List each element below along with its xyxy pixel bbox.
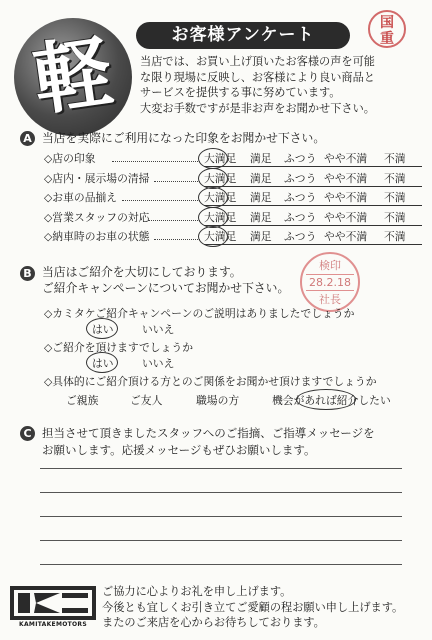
rating-row — [44, 210, 424, 228]
rating-row-label: ◇店内・展示場の清掃 — [44, 171, 150, 185]
rating-row — [44, 171, 424, 189]
footer-message — [102, 584, 422, 631]
leader-dots — [112, 161, 200, 162]
rating-option[interactable]: ふつう — [284, 171, 317, 185]
leader-dots — [154, 239, 200, 240]
selection-circle — [86, 318, 118, 339]
rating-option[interactable]: 満足 — [250, 171, 272, 185]
rating-row — [44, 151, 424, 169]
intro-line: 当店では、お買い上げ頂いたお客様の声を可能 — [140, 55, 375, 68]
rating-option[interactable]: 満足 — [250, 230, 272, 243]
section-b-heading-1: 当店はご紹介を大切にしております。 — [42, 265, 242, 279]
section-b-heading-2: ご紹介キャンペーンについてお聞かせ下さい。 — [42, 281, 290, 295]
survey-title: お客様アンケート — [136, 22, 350, 49]
selection-circle — [86, 352, 118, 373]
referral-question-2: ◇ご紹介を頂けますでしょうか — [44, 341, 193, 354]
rating-option[interactable]: 大満足 — [204, 191, 237, 204]
rating-option[interactable]: 満足 — [250, 152, 272, 165]
relation-option-friend[interactable]: ご友人 — [130, 394, 163, 407]
rating-option[interactable]: 満足 — [250, 191, 272, 204]
row-underline — [204, 205, 422, 206]
selection-circle — [198, 207, 228, 228]
company-logo — [10, 586, 96, 632]
section-a-heading: 当店を実際にご利用になった印象をお聞かせ下さい。 — [42, 131, 326, 145]
comment-line[interactable] — [40, 540, 402, 541]
intro-line: 大変お手数ですが是非お声をお聞かせ下さい。 — [140, 101, 375, 115]
comment-line[interactable] — [40, 468, 402, 469]
footer-line: 今後とも宜しくお引き立てご愛顧の程お願い申し上げます。 — [102, 600, 404, 614]
rating-option[interactable]: やや不満 — [324, 171, 368, 185]
rating-row-label: ◇納車時のお車の状態 — [44, 230, 150, 243]
selection-circle — [198, 148, 228, 169]
selection-circle — [198, 187, 228, 208]
rating-option[interactable]: ふつう — [284, 191, 317, 204]
rating-option[interactable]: 大満足 — [204, 152, 237, 165]
rating-option[interactable]: ふつう — [284, 152, 317, 165]
rating-option[interactable]: 不満 — [384, 152, 406, 165]
referral-question-1: ◇カミタケご紹介キャンペーンのご説明はありましたでしょうか — [44, 307, 355, 320]
rating-option[interactable]: 不満 — [384, 230, 406, 243]
relation-option-maybe-later[interactable]: 機会があれば紹介したい — [272, 394, 391, 407]
comment-line[interactable] — [40, 564, 402, 565]
section-c-heading-1: 担当させて頂きましたスタッフへのご指摘、ご指導メッセージを — [42, 426, 375, 440]
rating-option[interactable]: やや不満 — [324, 210, 368, 224]
approval-stamp-date: 28.2.18 — [306, 274, 354, 291]
company-logo-caption: KAMITAKEMOTORS — [19, 621, 87, 628]
rating-option[interactable]: やや不満 — [324, 152, 368, 165]
rating-option[interactable]: 不満 — [384, 210, 406, 224]
approval-stamp-bottom: 社長 — [319, 293, 341, 306]
row-underline — [204, 186, 422, 187]
rating-option[interactable]: ふつう — [284, 230, 317, 243]
section-b-marker: B — [20, 266, 35, 281]
comment-line[interactable] — [40, 492, 402, 493]
seal-stamp-top-text: 国 重 — [380, 15, 394, 47]
footer-line: またのご来店を心からお待ちしております。 — [102, 616, 325, 629]
rating-row-label: ◇店の印象 — [44, 152, 96, 165]
relation-option-coworker[interactable]: 職場の方 — [196, 394, 240, 407]
intro-text — [140, 54, 420, 116]
selection-circle — [198, 226, 228, 247]
rating-option[interactable]: 大満足 — [204, 210, 237, 224]
leader-dots — [154, 181, 200, 182]
section-c-marker: C — [20, 426, 35, 441]
section-a-marker: A — [20, 131, 35, 146]
rating-row-label: ◇営業スタッフの対応 — [44, 210, 150, 224]
referral-q1-yes[interactable]: はい — [92, 323, 114, 336]
rating-row-label: ◇お車の品揃え — [44, 191, 118, 204]
rating-option[interactable]: 不満 — [384, 171, 406, 185]
seal-stamp-top — [368, 10, 406, 48]
rating-option[interactable]: やや不満 — [324, 191, 368, 204]
row-underline — [204, 244, 422, 245]
intro-line: な限り現場に反映し、お客様により良い商品と — [140, 70, 375, 84]
selection-circle — [296, 389, 356, 410]
referral-q2-yes[interactable]: はい — [92, 357, 114, 370]
logo-character: 軽 — [28, 27, 118, 127]
rating-option[interactable]: 満足 — [250, 210, 272, 224]
approval-stamp-top: 検印 — [319, 259, 341, 272]
footer-line: ご協力に心よりお礼を申し上げます。 — [102, 585, 292, 598]
row-underline — [204, 225, 422, 226]
rating-option[interactable]: 不満 — [384, 191, 406, 204]
referral-q2-no[interactable]: いいえ — [142, 357, 175, 370]
row-underline — [204, 166, 422, 167]
intro-line: サービスを提供する事に努めています。 — [140, 86, 341, 99]
approval-stamp — [300, 252, 360, 312]
rating-row — [44, 190, 424, 208]
referral-q1-no[interactable]: いいえ — [142, 323, 175, 336]
leader-dots — [122, 200, 200, 201]
section-c-heading-2: お願いします。応援メッセージもぜひお願いします。 — [42, 443, 316, 457]
rating-option[interactable]: やや不満 — [324, 230, 368, 243]
comment-line[interactable] — [40, 516, 402, 517]
leader-dots — [148, 220, 200, 221]
relation-option-family[interactable]: ご親族 — [66, 394, 99, 407]
rating-option[interactable]: ふつう — [284, 210, 317, 224]
rating-option[interactable]: 大満足 — [204, 230, 237, 243]
rating-row — [44, 229, 424, 247]
referral-question-3: ◇具体的にご紹介頂ける方とのご関係をお聞かせ頂けますでしょうか — [44, 375, 377, 388]
selection-circle — [198, 168, 228, 189]
rating-option[interactable]: 大満足 — [204, 171, 237, 185]
